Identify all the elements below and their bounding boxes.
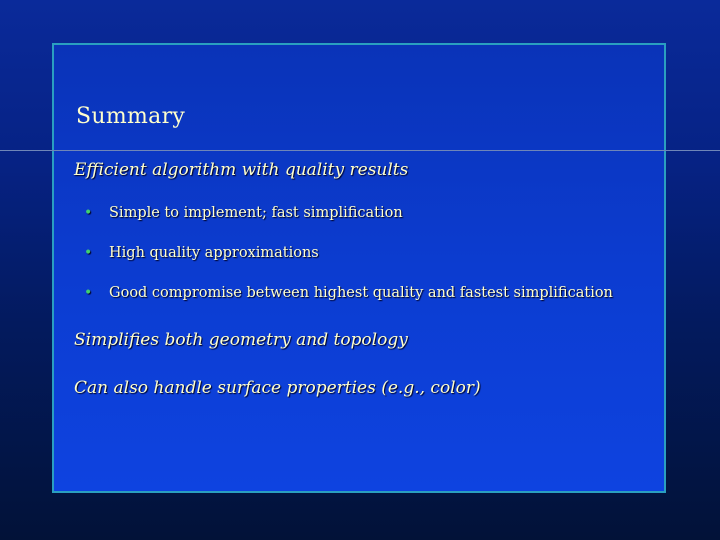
bullet-text: Simple to implement; fast simplification [109,205,403,221]
bullet-text: High quality approximations [109,245,319,261]
bullet-icon: • [84,245,93,261]
bullet-text: Good compromise between highest quality and fastest simplification [109,285,613,301]
heading-surface-properties: Can also handle surface properties (e.g., color) [74,378,481,398]
slide-title: Summary [76,104,186,129]
heading-geometry-topology: Simplifies both geometry and topology [74,330,408,350]
heading-efficient-algorithm: Efficient algorithm with quality results [74,160,409,180]
bullet-icon: • [84,205,93,221]
bullet-icon: • [84,285,93,301]
title-divider [0,150,720,151]
